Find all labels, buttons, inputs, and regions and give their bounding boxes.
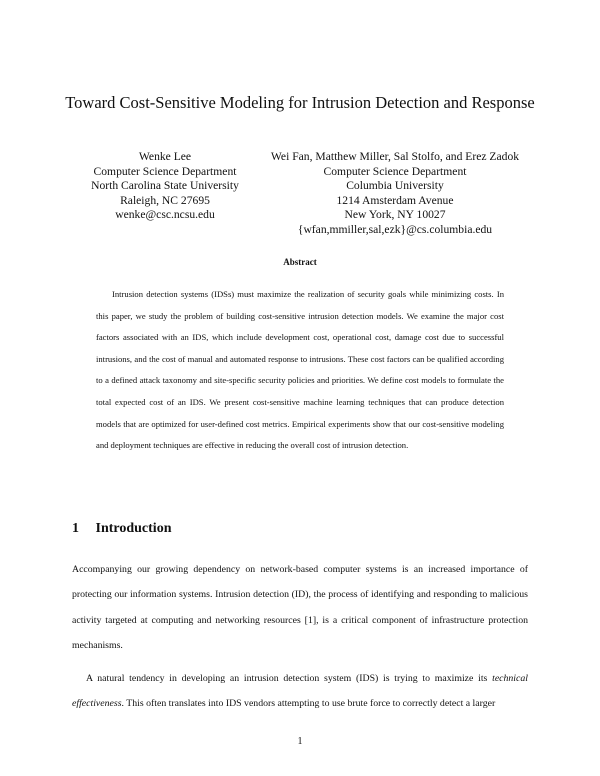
author-names: Wei Fan, Matthew Miller, Sal Stolfo, and Erez Zadok xyxy=(270,150,520,163)
section-number: 1 xyxy=(72,521,79,536)
author-emails: {wfan,mmiller,sal,ezk}@cs.columbia.edu xyxy=(297,222,493,236)
author-email: wenke@csc.ncsu.edu xyxy=(115,208,215,221)
paper-title: Toward Cost-Sensitive Modeling for Intrusion Detection and Response xyxy=(65,93,535,112)
author-address: Raleigh, NC 27695 xyxy=(120,193,210,207)
section-title: Introduction xyxy=(95,521,172,536)
intro-p2-start: A natural tendency in developing an intrusion detection system (IDS) is trying to maximize its xyxy=(86,673,493,685)
author-university: Columbia University xyxy=(346,179,444,192)
author-university: North Carolina State University xyxy=(91,179,239,192)
intro-paragraph-2 xyxy=(72,666,528,717)
author-block-right xyxy=(245,150,545,237)
author-department: Computer Science Department xyxy=(323,164,467,178)
section-heading-introduction xyxy=(72,521,171,537)
introduction-body xyxy=(72,557,528,717)
intro-p2-end: . This often translates into IDS vendors attempting to use brute force to correctly detect a larger xyxy=(121,698,496,710)
author-street: 1214 Amsterdam Avenue xyxy=(336,193,454,207)
author-city: New York, NY 10027 xyxy=(344,208,446,221)
author-name: Wenke Lee xyxy=(138,150,192,163)
intro-paragraph-1: Accompanying our growing dependency on network-based computer systems is an increased importance of protecting our information systems. Intrusion detection (ID), the process of identifying and responding to malicious activity targeted at computing and networking resources [1], is a critical component of infrastructure protection mechanisms. xyxy=(72,564,528,651)
abstract-paragraph: Intrusion detection systems (IDSs) must maximize the realization of security goals while minimizing costs. In this paper, we study the problem of building cost-sensitive intrusion detection models. We examine the major cost factors associated with an IDS, which include development cost, operational cost, damage cost due to successful intrusions, and the cost of manual and automated response to intrusions. These cost factors can be qualified according to a defined attack taxonomy and site-specific security policies and priorities. We define cost models to formulate the total expected cost of an IDS. We present cost-sensitive machine learning techniques that can produce detection models that are optimized for user-defined cost metrics. Empirical experiments show that our cost-sensitive modeling and deployment techniques are effective in reducing the overall cost of intrusion detection. xyxy=(96,289,504,451)
intro-p2-emphasis: technical effectiveness xyxy=(72,673,528,710)
abstract-heading: Abstract xyxy=(283,257,317,267)
author-department: Computer Science Department xyxy=(93,164,237,178)
abstract-body xyxy=(96,284,504,457)
page-number: 1 xyxy=(297,736,303,747)
